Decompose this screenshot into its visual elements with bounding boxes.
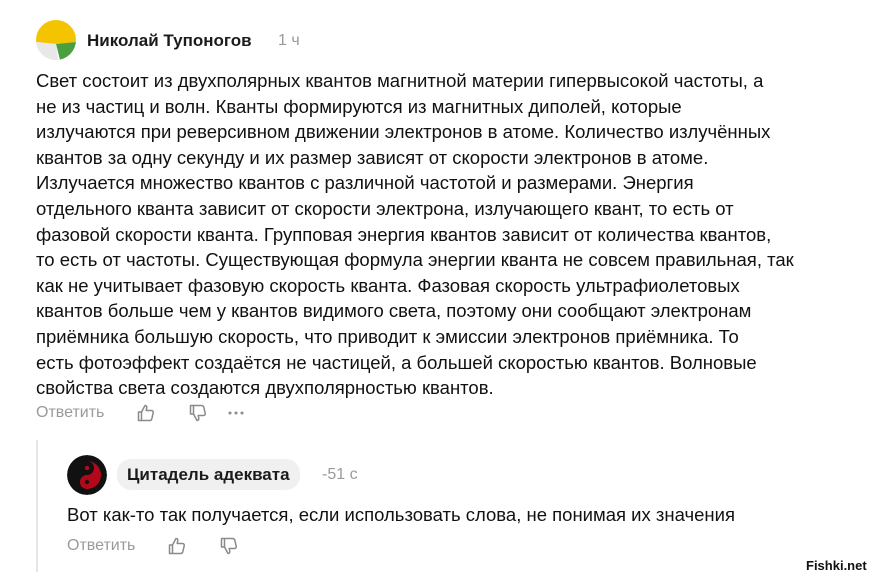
comment-text-line: Излучается множество квантов с различной частотой и размерами. Энергия <box>36 172 694 194</box>
thread-line <box>36 440 38 572</box>
comment-text-line: излучаются при реверсивном движении электронов в атоме. Количество излучённых <box>36 121 771 143</box>
reply-button[interactable]: Ответить <box>67 537 136 554</box>
comment-author[interactable]: Николай Тупоногов <box>87 31 252 50</box>
user-avatar-icon <box>36 20 76 60</box>
comment-text-line: как не учитывает фазовую скорость кванта. Фазовая скорость ультрафиолетовых <box>36 274 740 296</box>
reply-button[interactable]: Ответить <box>36 404 105 421</box>
comment-text-line: то есть от частоты. Существующая формула энергии кванта не совсем правильная, так <box>36 249 794 271</box>
more-dots-icon[interactable] <box>226 403 246 423</box>
comment-text-line: отдельного кванта зависит от скорости электрона, излучающего квант, то есть от <box>36 197 734 219</box>
comment-text-line: квантов больше чем у квантов видимого света, поэтому они сообщают электронам <box>36 300 752 322</box>
comment-text <box>36 68 846 401</box>
reply-text: Вот как-то так получается, если использовать слова, не понимая их значения <box>67 504 735 525</box>
comment-text-line: приёмника большую скорость, что приводит к эмиссии электронов приёмника. То <box>36 325 739 347</box>
reply-timestamp[interactable]: -51 с <box>322 466 358 483</box>
comment-timestamp[interactable]: 1 ч <box>278 32 300 49</box>
reply-actions <box>67 536 239 556</box>
thumbs-down-icon[interactable] <box>188 403 208 423</box>
site-watermark: Fishki.net <box>806 558 867 573</box>
avatar[interactable] <box>67 455 107 495</box>
comment-text-line: есть фотоэффект создаётся не частицей, а большей скоростью квантов. Волновые <box>36 351 757 373</box>
comment-text-line: квантов за одну секунду и их размер зависят от скорости электронов в атоме. <box>36 146 709 168</box>
yin-yang-avatar-icon <box>67 455 107 495</box>
reply-author-pill[interactable] <box>117 459 300 490</box>
comment-actions <box>36 403 246 423</box>
comment-text-line: не из частиц и волн. Кванты формируются из магнитных диполей, которые <box>36 95 682 117</box>
avatar[interactable] <box>36 20 76 60</box>
comment-text-line: свойства света создаются двухполярностью квантов. <box>36 377 494 399</box>
thumbs-down-icon[interactable] <box>219 536 239 556</box>
thumbs-up-icon[interactable] <box>136 403 156 423</box>
comment-text-line: фазовой скорости кванта. Групповая энергия квантов зависит от количества квантов, <box>36 223 772 245</box>
comment-text-line: Свет состоит из двухполярных квантов магнитной материи гипервысокой частоты, а <box>36 70 764 91</box>
thumbs-up-icon[interactable] <box>167 536 187 556</box>
reply-author[interactable]: Цитадель адеквата <box>127 464 290 484</box>
